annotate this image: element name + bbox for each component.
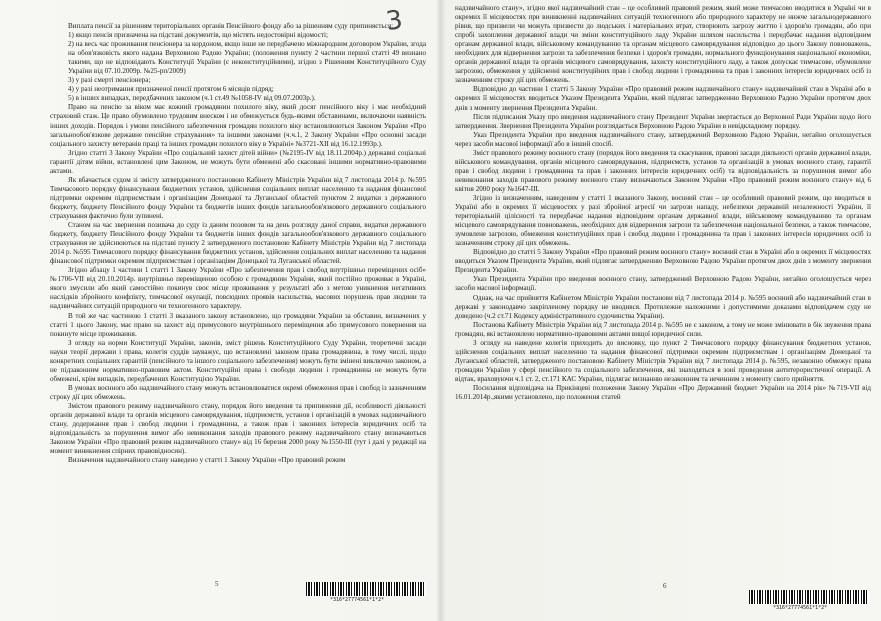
barcode-text: *316*27774561*1*2*	[330, 597, 385, 603]
paragraph: Посилання відповідача на Прикінцеві положення Закону України «Про Державний бюджет України на 2014 рік» №719-VII від 16.01.2014р.,якими установлено, що положення статей	[455, 383, 871, 402]
paragraph: В той же час частиною 1 статті 3 вказаного закону встановлено, що громадяни України за обставин, визначених у статті 1 цього Закону, має право на захист від примусового внутрішнього переміщення або примусового повернення на покинуте місце проживання.	[50, 311, 426, 338]
paragraph: В умовах воєнного або надзвичайного стану можуть встановлюватися окремі обмеження прав і свобод із зазначенням строку дії цих обмежень.	[50, 383, 426, 401]
page-number: 6	[663, 582, 667, 590]
barcode-icon	[306, 582, 426, 596]
paragraph: надзвичайного стану», згідно якої надзвичайний стан – це особливий правовий режим, який може тимчасово вводитися в Україні чи в окремих її місцевостях при виникненні надзвичайних ситуацій техногенного або природного характеру не нижче загальнодержавного рівня, що призвели чи можуть призвести до людських і матеріальних втрат, створюють загрозу життю і здоров'ю громадян, або при спробі захоплення державної влади чи зміни конституційного ладу України шляхом насильства і передбачає надання відповідним органам державної влади, військовому командуванню та органам місцевого самоврядування відповідно до цього Закону повноважень, необхідних для відвернення загрози та забезпечення безпеки і здоров'я громадян, нормального функціонування національної економіки, органів державної влади та органів місцевого самоврядування, захисту конституційного ладу, а також допускає тимчасове, обумовлене загрозою, обмеження у здійсненні конституційних прав і свобод людини і громадянина та прав і законних інтересів юридичних осіб із зазначенням строку дії цих обмежень.	[455, 4, 871, 85]
paragraph: Право на пенсію за віком має кожний громадянин похилого віку, який досяг пенсійного віку і має необхідний страховий стаж. Це право обумовлено трудовим внеском і не обмежується будь-якими обставинами, включаючи наявність інших доходів. Порядок і умови пенсійного забезпечення громадян похилого віку встановлюються Законом України «Про загальнообов'язкове державне пенсійне страхування» та іншими законами (ч.ч.1, 2 Закону України «Про основні засади соціального захисту ветеранів праці та інших громадян похилого віку в Україні» №3721-XII від 16.12.1993р.).	[50, 103, 426, 148]
paragraph: Згідно абзацу 1 частини 1 статті 1 Закону України «Про забезпечення прав і свобод внутрішньо переміщених осіб» №1706-VII від 20.10.2014р. внутрішньо переміщеною особою є громадянин України, який постійно проживає в Україні, якого змусили або який самостійно покинув своє місце проживання у результаті або з метою уникнення негативних наслідків збройного конфлікту, тимчасової окупації, повсюдних проявів насильства, масових порушень прав людини та надзвичайних ситуацій природного чи техногенного характеру.	[50, 266, 426, 311]
left-page-text	[50, 22, 426, 591]
paragraph: Відповідно до статті 5 Закону України «Про правовий режим воєнного стану» воєнний стан в Україні або в окремих її місцевостях вводиться Указом Президента України, який підлягає затвердженню Верховною Радою України протягом двох днів з моменту звернення Президента України.	[455, 248, 871, 275]
paragraph: Виплата пенсії за рішенням територіальних органів Пенсійного фонду або за рішенням суду припиняється:	[68, 22, 394, 30]
paragraph: Постанова Кабінету Міністрів України від 7 листопада 2014 р. №595 не є законом, а тому не може змінювати в бік звуження права громадян, які встановлено нормативно-правовими актами вищої юридичної сили.	[455, 320, 871, 338]
paragraph: 5) в інших випадках, передбачених законом (ч.1 ст.49 №1058-IV від 09.07.2003р.).	[68, 94, 316, 103]
right-page-text	[455, 4, 871, 591]
paragraph: 1) якщо пенсія призначена на підставі документів, що містять недостовірні відомості;	[68, 31, 328, 40]
paragraph: 3) у разі смерті пенсіонера;	[68, 76, 151, 85]
paragraph: Після підписання Указу про введення надзвичайного стану Президент України звертається до Верховної Ради України щодо його затвердження. Звернення Президента України розглядається Верховною Радою України в невідкладному порядку.	[455, 112, 871, 130]
paragraph: Відповідно до частини 1 статті 5 Закону України «Про правовий режим надзвичайного стану» надзвичайний стан в Україні або в окремих її місцевостях вводиться Указом Президента України, який підлягає затвердженню Верховною Радою України протягом двох днів з моменту звернення Президента України.	[455, 85, 871, 112]
paragraph: 2) на весь час проживання пенсіонера за кордоном, якщо інше не передбачено міжнародним договором України, згода на обов'язковість якого надана Верховною Радою України; (положення пункту 2 частини першої статті 49 визнано такими, що не відповідають Конституції України (є неконституційними), згідно з Рішенням Конституційного Суду України від 07.10.2009р. №25-рп/2009)	[68, 40, 426, 76]
paragraph: З огляду на норми Конституції України, законів, зміст рішень Конституційного Суду України, теоретичні засади науки теорії держави і права, колегія суддів зауважує, що встановлені законом права громадянина, в тому числі, щодо конкретних соціальних гарантій (пенсійного та іншого соціального забезпечення) можуть бути змінені виключно законом, а не підзаконним нормативно-правовим актом. Конституційні права і свободи людини і громадянина не можуть бути обмежені, крім випадків, передбачених Конституцією України.	[50, 338, 426, 383]
paragraph: Згідно із визначенням, наведеним у статті 1 вказаного Закону, воєнний стан – це особливий правовий режим, що вводиться в Україні або в окремих її місцевостях у разі збройної агресії чи загрози нападу, небезпеки державній незалежності України, її територіальній цілісності та передбачає надання відповідним органам державної влади, військовому командуванню та органам місцевого самоврядування повноважень, необхідних для відвернення загрози та забезпечення національної безпеки, а також тимчасове, зумовлене загрозою, обмеження конституційних прав і свобод людини і громадянина та прав і законних інтересів юридичних осіб із зазначенням строку дії цих обмежень.	[455, 193, 871, 248]
handwritten-page-mark: 3	[383, 4, 405, 38]
paragraph: Змістом правового режиму надзвичайного стану, порядок його введення та припинення дії, особливості діяльності органів державної влади та органів місцевого самоврядування, підприємств, установ і організацій в умовах надзвичайного стану, додержання прав і свобод людини і громадянина, а також прав і законних інтересів юридичних осіб та відповідальність за порушення вимог або невиконання заходів правового режиму надзвичайного стану визначаються Законом України «Про правовий режим надзвичайного стану» від 16 березня 2000 року №1550-III (тут і далі у редакції на момент виникнення спірних правовідносин).	[50, 401, 426, 456]
paragraph: З огляду на наведене колегія приходить до висновку, що пункт 2 Тимчасового порядку фінансування бюджетних установ, здійснення соціальних виплат населенню та надання фінансової підтримки окремим підприємствам і організаціям Донецької та Луганської областей, затвердженого постановою Кабінету Міністрів України від 7 листопада 2014 р. №595, незаконно обмежує права громадян України у сфері пенсійного та соціального забезпечення, які знаходяться в зоні проведення антитерористичної операції. А відтак, враховуючи ч.1 ст. 2, ст.171 КАС України, підлягає визнанню незаконним та нечинним з моменту свого прийняття.	[455, 338, 871, 383]
paragraph: Однак, на час прийняття Кабінетом Міністрів України постанови від 7 листопада 2014 р. №595 воєнний або надзвичайний стан в державі у законодавчо закріпленому порядку не вводився. Протилежне належними і допустимими доказами відповідачем суду не доведено (ч.2 ст.71 Кодексу адміністративного судочинства України).	[455, 293, 871, 320]
paragraph: Згідно статті 3 Закону України «Про соціальний захист дітей війни» (№2195-IV від 18.11.2004р.) державні соціальні гарантії дітям війни, встановлені цим Законом, не можуть бути обмежені або скасовані іншими нормативно-правовими актами.	[50, 148, 426, 175]
page-number: 5	[215, 580, 219, 588]
paragraph: Указ Президента України про введення надзвичайного стану, затверджений Верховною Радою України, негайно оголошується через засоби масової інформації або в інший спосіб.	[455, 130, 871, 148]
paragraph: 4) у разі неотримання призначеної пенсії протягом 6 місяців підряд;	[68, 85, 274, 94]
paragraph: Зміст правового режиму воєнного стану (порядок його введення та скасування, правові засади діяльності органів державної влади, військового командування, органів місцевого самоврядування, підприємств, установ та організацій в умовах воєнного стану, гарантії прав і свобод людини і громадянина та прав і законних інтересів юридичних осіб) та відповідальність за порушення вимог або невиконання заходів правового режиму воєнного стану визначаються Законом України «Про правовий режим воєнного стану» від 6 квітня 2000 року №1647-III.	[455, 148, 871, 193]
barcode-icon	[749, 590, 869, 604]
paragraph: Указ Президента України про введення воєнного стану, затверджений Верховною Радою України, негайно оголошується через засоби масової інформації.	[455, 275, 871, 293]
right-page	[441, 0, 881, 621]
paragraph: Визначення надзвичайного стану наведено у статті 1 Закону України «Про правовий режим	[68, 456, 346, 465]
paragraph: Як вбачається судом зі змісту затвердженого постановою Кабінету Міністрів України від 7 листопада 2014 р. №595 Тимчасового порядку фінансування бюджетних установ, здійснення соціальних виплат населенню та надання фінансової підтримки окремим підприємствам і організаціям Донецької та Луганської областей пунктом 2 видатки з державного бюджету, бюджету Пенсійного фонду України та бюджетів інших фондів загальнообов'язкового державного соціального страхування фактично були зупинені.	[50, 175, 426, 220]
paragraph: Станом на час звернення позивача до суду із даним позовом та на день розгляду даної справи, видатки державного бюджету, бюджету Пенсійного фонду України та бюджетів інших фондів загальнообов'язкового державного соціального страхування не здійснюються на підставі пункту 2 затвердженого постановою Кабінету Міністрів України від 7 листопада 2014 р. №595 Тимчасового порядку фінансування бюджетних установ, здійснення соціальних виплат населенню та надання фінансової підтримки окремим підприємствам і організаціям Донецької та Луганської областей.	[50, 221, 426, 266]
barcode-text: *316*27774561*1*2*	[773, 605, 828, 611]
left-page	[0, 0, 440, 621]
